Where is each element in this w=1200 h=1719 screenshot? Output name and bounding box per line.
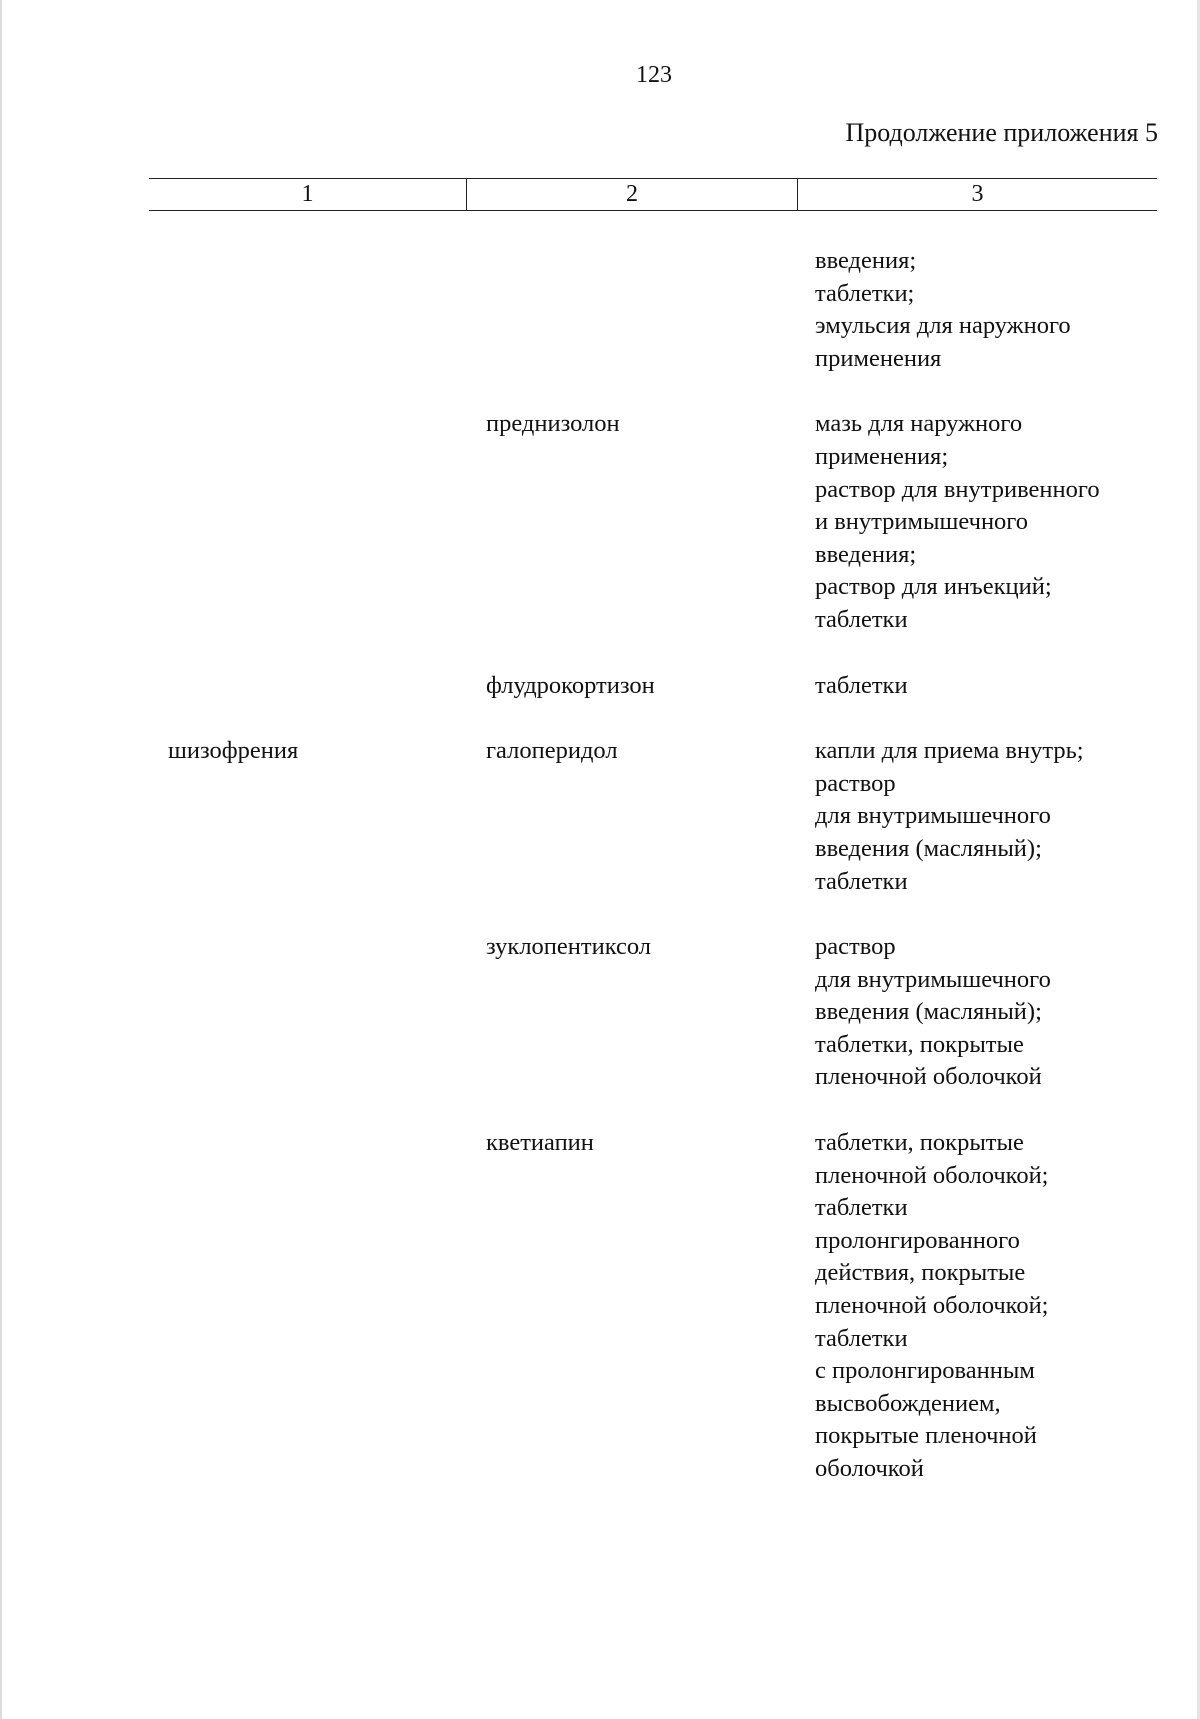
dosage-form-line: пленочной оболочкой;: [815, 1292, 1049, 1320]
page-number: 123: [636, 62, 672, 88]
dosage-forms-cell: [798, 408, 1157, 636]
dosage-form-line: для внутримышечного: [815, 802, 1051, 830]
dosage-form-line: раствор: [815, 933, 896, 961]
drug-name-cell: галоперидол: [486, 737, 618, 765]
condition-cell: шизофрения: [168, 737, 299, 765]
condition-cell: [149, 245, 467, 375]
header-column-1: 1: [149, 179, 467, 210]
dosage-form-line: капли для приема внутрь;: [815, 737, 1084, 765]
dosage-form-line: раствор для внутривенного: [815, 475, 1100, 503]
dosage-form-line: с пролонгированным: [815, 1357, 1035, 1385]
dosage-form-line: применения;: [815, 442, 949, 470]
table-row: [149, 1127, 1157, 1486]
drug-name-cell: преднизолон: [486, 410, 620, 438]
dosage-form-line: раствор: [815, 769, 896, 797]
drug-name-cell: [467, 245, 798, 375]
dosage-form-line: оболочкой: [815, 1455, 924, 1482]
dosage-form-line: таблетки: [815, 1194, 908, 1222]
drug-name-cell: кветиапин: [486, 1129, 594, 1157]
drug-name-cell: флудрокортизон: [486, 671, 655, 699]
table-header: [149, 178, 1157, 211]
dosage-form-line: введения (масляный);: [815, 998, 1042, 1026]
condition-cell: [149, 408, 467, 636]
dosage-form-line: для внутримышечного: [815, 965, 1051, 993]
dosage-form-line: введения (масляный);: [815, 834, 1042, 862]
dosage-form-line: введения;: [815, 540, 917, 568]
dosage-forms-cell: [798, 245, 1157, 375]
dosage-form-line: пролонгированного: [815, 1226, 1020, 1254]
table-row: [149, 245, 1157, 375]
dosage-form-line: пленочной оболочкой: [815, 1063, 1042, 1091]
dosage-form-line: эмульсия для наружного: [815, 312, 1071, 340]
dosage-form-line: таблетки: [815, 1324, 908, 1352]
dosage-form-line: таблетки, покрытые: [815, 1030, 1024, 1058]
dosage-form-line: покрытые пленочной: [815, 1422, 1037, 1450]
condition-cell: [149, 1127, 467, 1486]
dosage-form-line: таблетки: [815, 867, 908, 895]
table-row: [149, 670, 1157, 703]
dosage-form-line: мазь для наружного: [815, 410, 1023, 438]
table-body: [149, 245, 1157, 1519]
dosage-form-line: пленочной оболочкой;: [815, 1161, 1049, 1189]
appendix-continuation-note: Продолжение приложения 5: [845, 118, 1158, 147]
dosage-form-line: таблетки, покрытые: [815, 1129, 1024, 1157]
condition-cell: [149, 670, 467, 703]
dosage-forms-cell: [798, 931, 1157, 1094]
dosage-forms-cell: [798, 670, 1157, 703]
dosage-form-line: таблетки;: [815, 279, 915, 307]
dosage-form-line: и внутримышечного: [815, 508, 1028, 536]
dosage-forms-cell: [798, 735, 1157, 898]
condition-cell: [149, 931, 467, 1094]
table-row: [149, 408, 1157, 636]
table-row: [149, 735, 1157, 898]
dosage-form-line: раствор для инъекций;: [815, 573, 1052, 601]
dosage-form-line: таблетки: [815, 605, 908, 633]
drug-name-cell: зуклопентиксол: [486, 933, 652, 961]
dosage-forms-cell: [798, 1127, 1157, 1486]
table-row: [149, 931, 1157, 1094]
dosage-form-line: таблетки: [815, 671, 908, 699]
dosage-form-line: высвобождением,: [815, 1389, 1001, 1417]
dosage-form-line: применения: [815, 344, 942, 372]
header-column-3: 3: [971, 181, 984, 207]
header-column-2: 2: [467, 179, 798, 210]
scan-edge-left: [0, 0, 2, 1719]
dosage-form-line: действия, покрытые: [815, 1259, 1026, 1287]
dosage-form-line: введения;: [815, 247, 917, 274]
